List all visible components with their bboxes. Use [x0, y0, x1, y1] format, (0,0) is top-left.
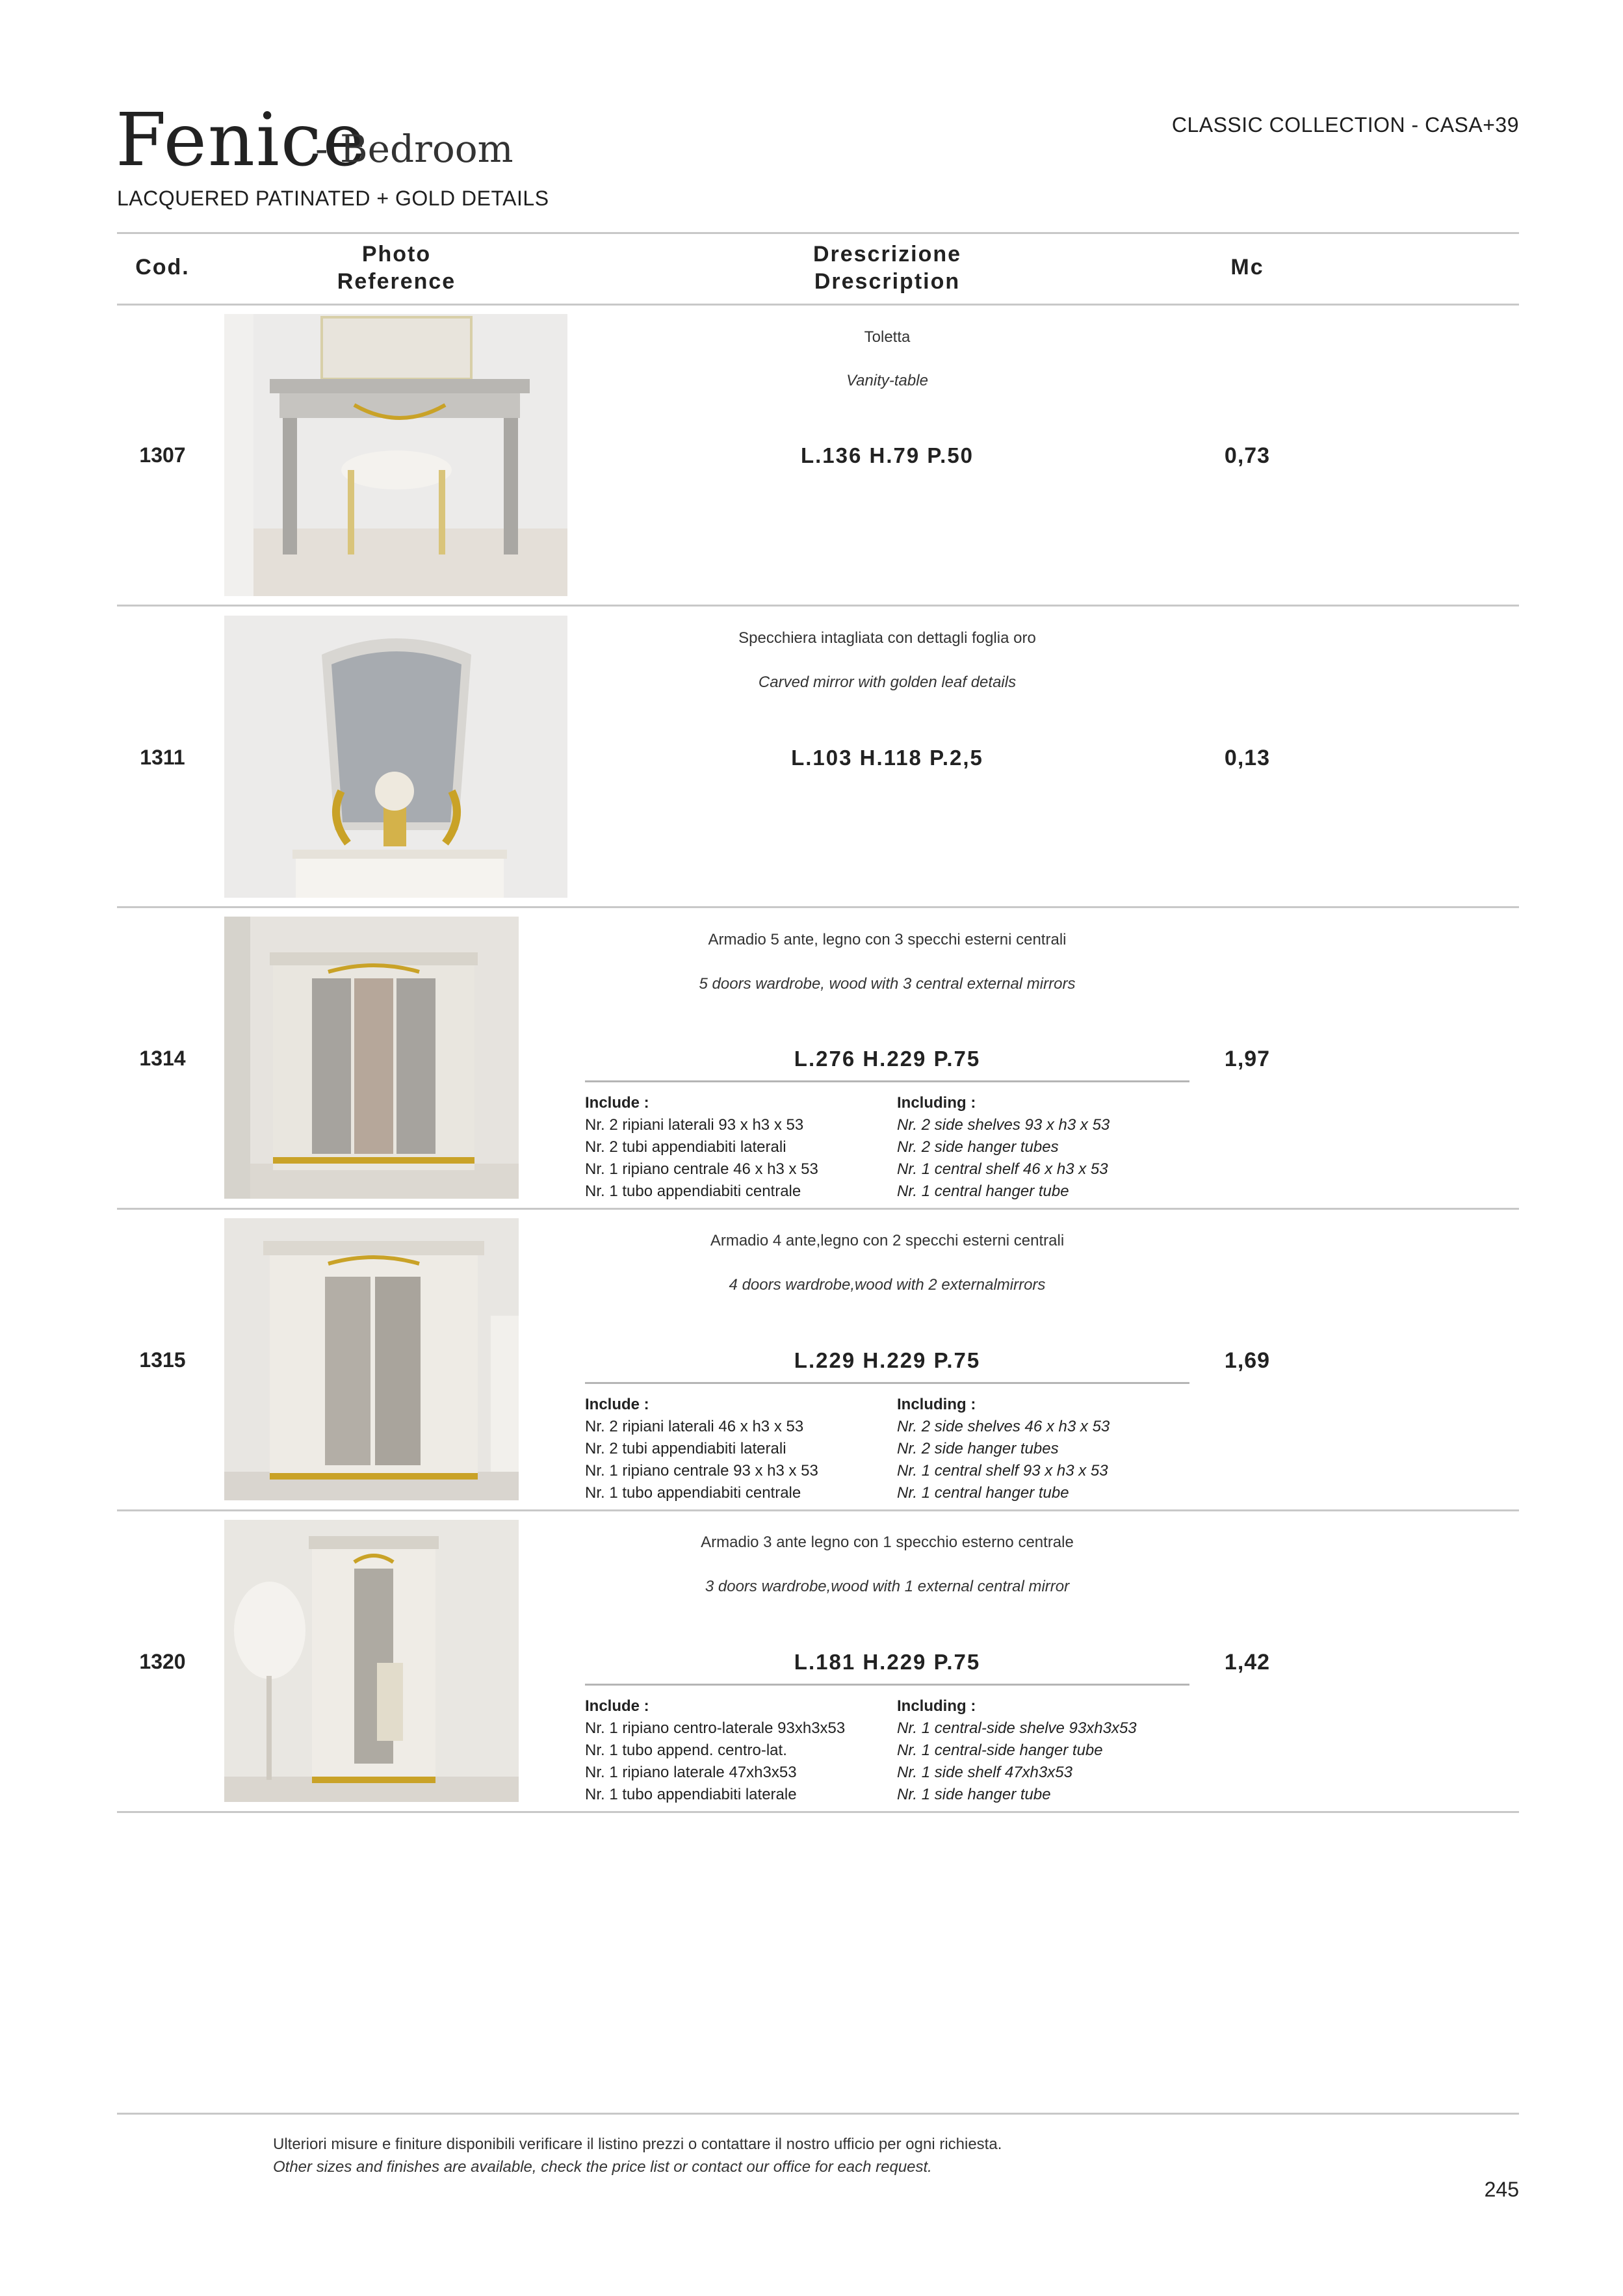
include-item: Nr. 2 ripiani laterali 46 x h3 x 53: [585, 1418, 804, 1435]
product-dimensions: L.103 H.118 P.2,5: [791, 746, 983, 770]
col-header-photo-line2: Reference: [337, 269, 456, 294]
finish-subtitle: LACQUERED PATINATED + GOLD DETAILS: [117, 187, 549, 210]
product-photo-1307: [224, 314, 567, 596]
row-divider: [117, 1509, 1519, 1511]
including-item: Nr. 1 central shelf 93 x h3 x 53: [897, 1462, 1108, 1480]
product-code: 1320: [139, 1650, 186, 1673]
product-description-en: 4 doors wardrobe,wood with 2 externalmirrors: [729, 1276, 1046, 1294]
product-code: 1307: [139, 443, 186, 467]
product-volume-mc: 1,42: [1224, 1650, 1271, 1675]
product-description-en: Carved mirror with golden leaf details: [758, 673, 1017, 691]
footer-rule: [117, 2113, 1519, 2115]
dimensions-rule: [585, 1684, 1189, 1686]
product-description-en: 3 doors wardrobe,wood with 1 external central mirror: [705, 1578, 1070, 1595]
including-list-en: [897, 1092, 1110, 1203]
product-description-en: Vanity-table: [846, 372, 928, 389]
row-divider: [117, 1208, 1519, 1210]
include-heading: Include :: [585, 1396, 649, 1413]
product-dimensions: L.229 H.229 P.75: [794, 1348, 981, 1372]
col-header-desc-line1: Drescrizione: [812, 242, 962, 267]
including-item: Nr. 1 side shelf 47xh3x53: [897, 1764, 1072, 1781]
include-item: Nr. 2 tubi appendiabiti laterali: [585, 1138, 786, 1156]
product-description-it: Armadio 4 ante,legno con 2 specchi esterni centrali: [710, 1232, 1065, 1249]
footer-note-en: Other sizes and finishes are available, check the price list or contact our office for each request.: [273, 2158, 932, 2176]
row-divider: [117, 1811, 1519, 1813]
include-item: Nr. 1 tubo appendiabiti centrale: [585, 1182, 801, 1200]
product-photo-1320: [224, 1520, 519, 1802]
col-header-mc: Mc: [1230, 255, 1264, 280]
product-photo-1315: [224, 1218, 519, 1500]
row-divider: [117, 605, 1519, 607]
product-description-it: Armadio 3 ante legno con 1 specchio esterno centrale: [701, 1533, 1074, 1551]
page-number: 245: [1484, 2178, 1519, 2201]
including-heading: Including :: [897, 1697, 976, 1715]
including-item: Nr. 1 central-side shelve 93xh3x53: [897, 1719, 1137, 1737]
footer-note-it: Ulteriori misure e finiture disponibili verificare il listino prezzi o contattare il nostro ufficio per ogni richiesta.: [273, 2135, 1002, 2153]
including-item: Nr. 1 side hanger tube: [897, 1786, 1051, 1803]
including-item: Nr. 1 central shelf 46 x h3 x 53: [897, 1160, 1108, 1178]
including-list-en: [897, 1695, 1137, 1806]
including-heading: Including :: [897, 1094, 976, 1112]
including-item: Nr. 2 side hanger tubes: [897, 1138, 1059, 1156]
col-header-desc-line2: Drescription: [814, 269, 961, 294]
including-item: Nr. 2 side shelves 46 x h3 x 53: [897, 1418, 1110, 1435]
including-item: Nr. 1 central-side hanger tube: [897, 1742, 1103, 1759]
product-dimensions: L.181 H.229 P.75: [794, 1650, 981, 1674]
include-list-it: [585, 1695, 845, 1806]
product-dimensions: L.276 H.229 P.75: [794, 1047, 981, 1071]
include-item: Nr. 1 tubo append. centro-lat.: [585, 1742, 787, 1759]
include-item: Nr. 2 ripiani laterali 93 x h3 x 53: [585, 1116, 804, 1134]
product-photo-1314: [224, 917, 519, 1199]
include-item: Nr. 2 tubi appendiabiti laterali: [585, 1440, 786, 1457]
including-heading: Including :: [897, 1396, 976, 1413]
dimensions-rule: [585, 1382, 1189, 1384]
include-heading: Include :: [585, 1094, 649, 1112]
product-volume-mc: 0,73: [1224, 443, 1271, 468]
product-code: 1311: [140, 746, 185, 769]
include-item: Nr. 1 ripiano centrale 93 x h3 x 53: [585, 1462, 818, 1480]
product-dimensions: L.136 H.79 P.50: [800, 443, 974, 467]
col-header-cod: Cod.: [135, 255, 190, 280]
product-code: 1315: [139, 1348, 186, 1372]
table-header-rule: [117, 304, 1519, 306]
include-item: Nr. 1 tubo appendiabiti centrale: [585, 1484, 801, 1502]
product-photo-1311: [224, 616, 567, 898]
include-list-it: [585, 1394, 818, 1504]
include-list-it: [585, 1092, 818, 1203]
include-item: Nr. 1 ripiano laterale 47xh3x53: [585, 1764, 797, 1781]
page-title-suffix: - Bedroom: [315, 127, 513, 171]
including-item: Nr. 2 side shelves 93 x h3 x 53: [897, 1116, 1110, 1134]
include-heading: Include :: [585, 1697, 649, 1715]
col-header-description: [757, 241, 1017, 295]
carved-mirror-illustration: [224, 616, 567, 898]
wardrobe-4-doors-illustration: [224, 1218, 519, 1500]
collection-label: CLASSIC COLLECTION - CASA+39: [1171, 113, 1519, 137]
including-item: Nr. 2 side hanger tubes: [897, 1440, 1059, 1457]
product-description-it: Armadio 5 ante, legno con 3 specchi esterni centrali: [708, 931, 1067, 948]
product-volume-mc: 1,97: [1224, 1047, 1271, 1071]
dimensions-rule: [585, 1080, 1189, 1082]
row-divider: [117, 906, 1519, 908]
include-item: Nr. 1 tubo appendiabiti laterale: [585, 1786, 797, 1803]
include-item: Nr. 1 ripiano centro-laterale 93xh3x53: [585, 1719, 846, 1737]
product-code: 1314: [139, 1047, 186, 1070]
product-description-it: Toletta: [864, 328, 911, 346]
product-volume-mc: 0,13: [1224, 746, 1271, 770]
including-list-en: [897, 1394, 1110, 1504]
table-top-rule: [117, 232, 1519, 234]
product-volume-mc: 1,69: [1224, 1348, 1271, 1373]
include-item: Nr. 1 ripiano centrale 46 x h3 x 53: [585, 1160, 818, 1178]
col-header-photo-line1: Photo: [361, 242, 432, 267]
product-description-it: Specchiera intagliata con dettagli foglia oro: [738, 629, 1036, 647]
vanity-table-illustration: [224, 314, 567, 596]
wardrobe-5-doors-illustration: [224, 917, 519, 1199]
col-header-photo: [292, 241, 500, 295]
page-title: Fenice: [116, 98, 367, 183]
product-description-en: 5 doors wardrobe, wood with 3 central external mirrors: [699, 975, 1076, 993]
including-item: Nr. 1 central hanger tube: [897, 1484, 1069, 1502]
wardrobe-3-doors-illustration: [224, 1520, 519, 1802]
including-item: Nr. 1 central hanger tube: [897, 1182, 1069, 1200]
